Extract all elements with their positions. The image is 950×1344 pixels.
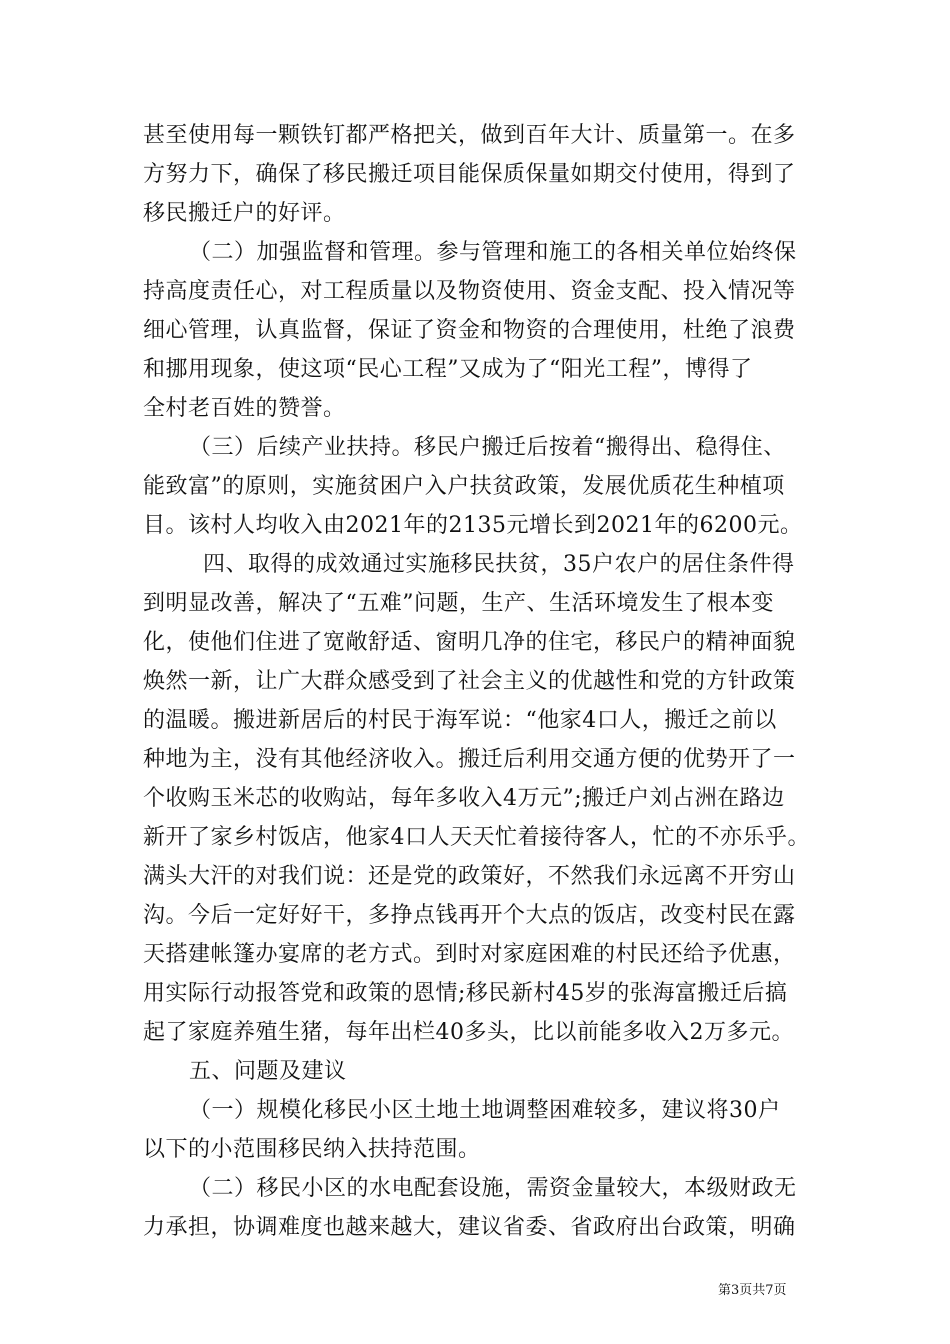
body-text-line: （二）加强监督和管理。参与管理和施工的各相关单位始终保 [189,240,797,265]
body-text-line: 移民搬迁户的好评。 [143,201,346,226]
body-text-line: 用实际行动报答党和政策的恩情;移民新村45岁的张海富搬迁后搞 [143,981,788,1006]
body-text-line: 细心管理，认真监督，保证了资金和物资的合理使用，杜绝了浪费 [143,318,796,343]
body-text-line: 化，使他们住进了宽敞舒适、窗明几净的住宅，移民户的精神面貌 [143,630,796,655]
page-number: 第3页共7页 [718,1283,787,1298]
body-text-line: 力承担，协调难度也越来越大，建议省委、省政府出台政策，明确 [143,1215,796,1240]
body-text-line: 目。该村人均收入由2021年的2135元增长到2021年的6200元。 [143,513,803,538]
body-text-line: 个收购玉米芯的收购站，每年多收入4万元”;搬迁户刘占洲在路边 [143,786,785,811]
body-text-line: 能致富”的原则，实施贫困户入户扶贫政策，发展优质花生种植项 [143,474,785,499]
body-text-line: 到明显改善，解决了“五难”问题，生产、生活环境发生了根本变 [143,591,774,616]
body-text-line: 四、取得的成效通过实施移民扶贫，35户农户的居住条件得 [203,552,795,577]
body-text-line: （一）规模化移民小区土地土地调整困难较多，建议将30户 [189,1098,781,1123]
section-heading: 五、问题及建议 [189,1059,347,1084]
body-text-line: 的温暖。搬进新居后的村民于海军说：“他家4口人，搬迁之前以 [143,708,777,733]
body-text-line: 天搭建帐篷办宴席的老方式。到时对家庭困难的村民还给予优惠， [143,942,796,967]
body-text-line: 和挪用现象，使这项“民心工程”又成为了“阳光工程”，博得了 [143,357,753,382]
body-text-line: 满头大汗的对我们说：还是党的政策好，不然我们永远离不开穷山 [143,864,796,889]
body-text-line: 焕然一新，让广大群众感受到了社会主义的优越性和党的方针政策 [143,669,796,694]
body-text-line: 持高度责任心，对工程质量以及物资使用、资金支配、投入情况等 [143,279,796,304]
body-text-line: 新开了家乡村饭店，他家4口人天天忙着接待客人，忙的不亦乐乎。 [143,825,810,850]
body-text-line: 种地为主，没有其他经济收入。搬迁后利用交通方便的优势开了一 [143,747,796,772]
body-text-line: 甚至使用每一颗铁钉都严格把关，做到百年大计、质量第一。在多 [143,123,796,148]
body-text-line: 全村老百姓的赞誉。 [143,396,346,421]
body-text-line: （二）移民小区的水电配套设施，需资金量较大，本级财政无 [189,1176,797,1201]
body-text-line: 以下的小范围移民纳入扶持范围。 [143,1137,481,1162]
body-text-line: 起了家庭养殖生猪，每年出栏40多头，比以前能多收入2万多元。 [143,1020,794,1045]
body-text-line: 沟。今后一定好好干，多挣点钱再开个大点的饭店，改变村民在露 [143,903,796,928]
body-text-line: 方努力下，确保了移民搬迁项目能保质保量如期交付使用，得到了 [143,162,796,187]
body-text-line: （三）后续产业扶持。移民户搬迁后按着“搬得出、稳得住、 [189,435,786,460]
